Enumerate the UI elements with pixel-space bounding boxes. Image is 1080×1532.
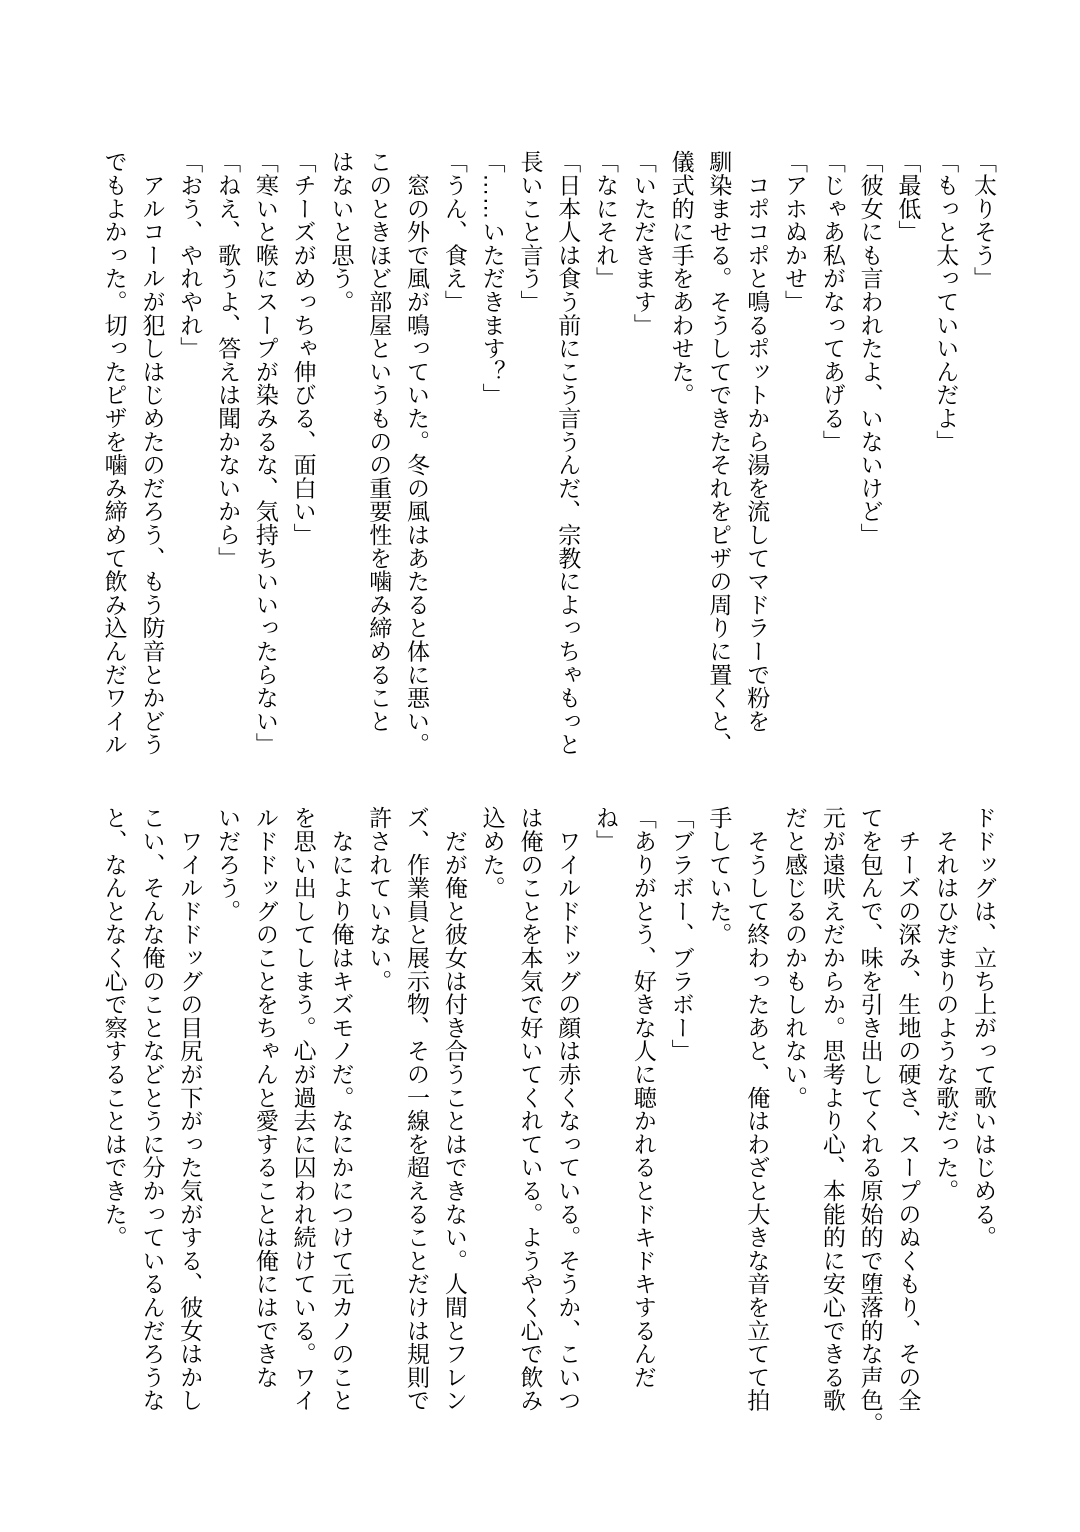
text-line: を思い出してしまう。心が過去に囚われ続けている。ワイ bbox=[290, 806, 317, 1412]
text-line: そうして終わったあと、俺はわざと大きな音を立てて拍 bbox=[744, 806, 771, 1412]
text-line: このときほど部屋というものの重要性を噛み締めること bbox=[366, 150, 393, 733]
text-line: 「……いただきます？」 bbox=[479, 150, 506, 407]
text-line: 「おう、やれやれ」 bbox=[177, 150, 204, 360]
text-line: 「なにそれ」 bbox=[593, 150, 620, 290]
text-line: は俺のことを本気で好いてくれている。ようやく心で飲み bbox=[517, 806, 544, 1412]
text-line: コポコポと鳴るポットから湯を流してマドラーで粉を bbox=[744, 150, 771, 733]
text-line: ルドドッグのことをちゃんと愛することは俺にはできな bbox=[252, 806, 279, 1389]
text-line: なにより俺はキズモノだ。なにかにつけて元カノのこと bbox=[328, 806, 355, 1412]
text-line: 「いただきます」 bbox=[630, 150, 657, 337]
text-line: はないと思う。 bbox=[328, 150, 355, 314]
text-line: こい、そんな俺のことなどとうに分かっているんだろうな bbox=[139, 806, 166, 1412]
text-line: でもよかった。切ったピザを噛み締めて飲み込んだワイル bbox=[101, 150, 128, 756]
text-line: ね」 bbox=[593, 806, 620, 853]
text-line: 「太りそう」 bbox=[971, 150, 997, 290]
text-line: ドドッグは、立ち上がって歌いはじめる。 bbox=[971, 806, 997, 1249]
text-line: それはひだまりのような歌だった。 bbox=[933, 806, 960, 1203]
text-line: 「彼女にも言われたよ、いないけど」 bbox=[857, 150, 884, 547]
text-line: 「ブラボー、ブラボー」 bbox=[668, 806, 695, 1063]
text-line: てを包んで、味を引き出してくれる原始的で堕落的な声色。 bbox=[857, 806, 884, 1436]
text-line: 「日本人は食う前にこう言うんだ、宗教によっちゃもっと bbox=[555, 150, 582, 756]
text-line: 込めた。 bbox=[479, 806, 506, 900]
text-line: 長いこと言う」 bbox=[517, 150, 544, 314]
text-line: 手していた。 bbox=[706, 806, 733, 946]
text-line: アルコールが犯しはじめたのだろう、もう防音とかどう bbox=[139, 150, 166, 756]
text-line: 「最低」 bbox=[895, 150, 922, 244]
text-line: 窓の外で風が鳴っていた。冬の風はあたると体に悪い。 bbox=[404, 150, 431, 756]
text-line: 「ありがとう、好きな人に聴かれるとドキドキするんだ bbox=[630, 806, 657, 1389]
text-line: 「アホぬかせ」 bbox=[782, 150, 809, 314]
text-line: 「寒いと喉にスープが染みるな、気持ちいいったらない」 bbox=[252, 150, 279, 756]
text-line: ワイルドドッグの顔は赤くなっている。そうか、こいつ bbox=[555, 806, 582, 1412]
text-line: だと感じるのかもしれない。 bbox=[782, 806, 809, 1109]
text-line: 儀式的に手をあわせた。 bbox=[668, 150, 695, 407]
text-line: だが俺と彼女は付き合うことはできない。人間とフレン bbox=[441, 806, 468, 1412]
text-line: 「もっと太っていいんだよ」 bbox=[933, 150, 960, 453]
upper-text-block bbox=[95, 150, 1002, 850]
text-line: チーズの深み、生地の硬さ、スープのぬくもり、その全 bbox=[895, 806, 922, 1412]
text-line: 「じゃあ私がなってあげる」 bbox=[819, 150, 846, 453]
text-line: 「うん、食え」 bbox=[441, 150, 468, 314]
text-line: 馴染ませる。そうしてできたそれをピザの周りに置くと、 bbox=[706, 150, 733, 756]
text-line: と、なんとなく心で察することはできた。 bbox=[101, 806, 128, 1249]
lower-text-block bbox=[95, 806, 1002, 1506]
text-line: 許されていない。 bbox=[366, 806, 393, 993]
text-line: いだろう。 bbox=[215, 806, 242, 923]
text-line: 「チーズがめっちゃ伸びる、面白い」 bbox=[290, 150, 317, 547]
text-line: 「ねえ、歌うよ、答えは聞かないから」 bbox=[215, 150, 242, 570]
text-line: 元が遠吠えだからか。思考より心、本能的に安心できる歌 bbox=[819, 806, 846, 1412]
text-line: ズ、作業員と展示物、その一線を超えることだけは規則で bbox=[404, 806, 431, 1412]
text-line: ワイルドドッグの目尻が下がった気がする、彼女はかし bbox=[177, 806, 204, 1412]
